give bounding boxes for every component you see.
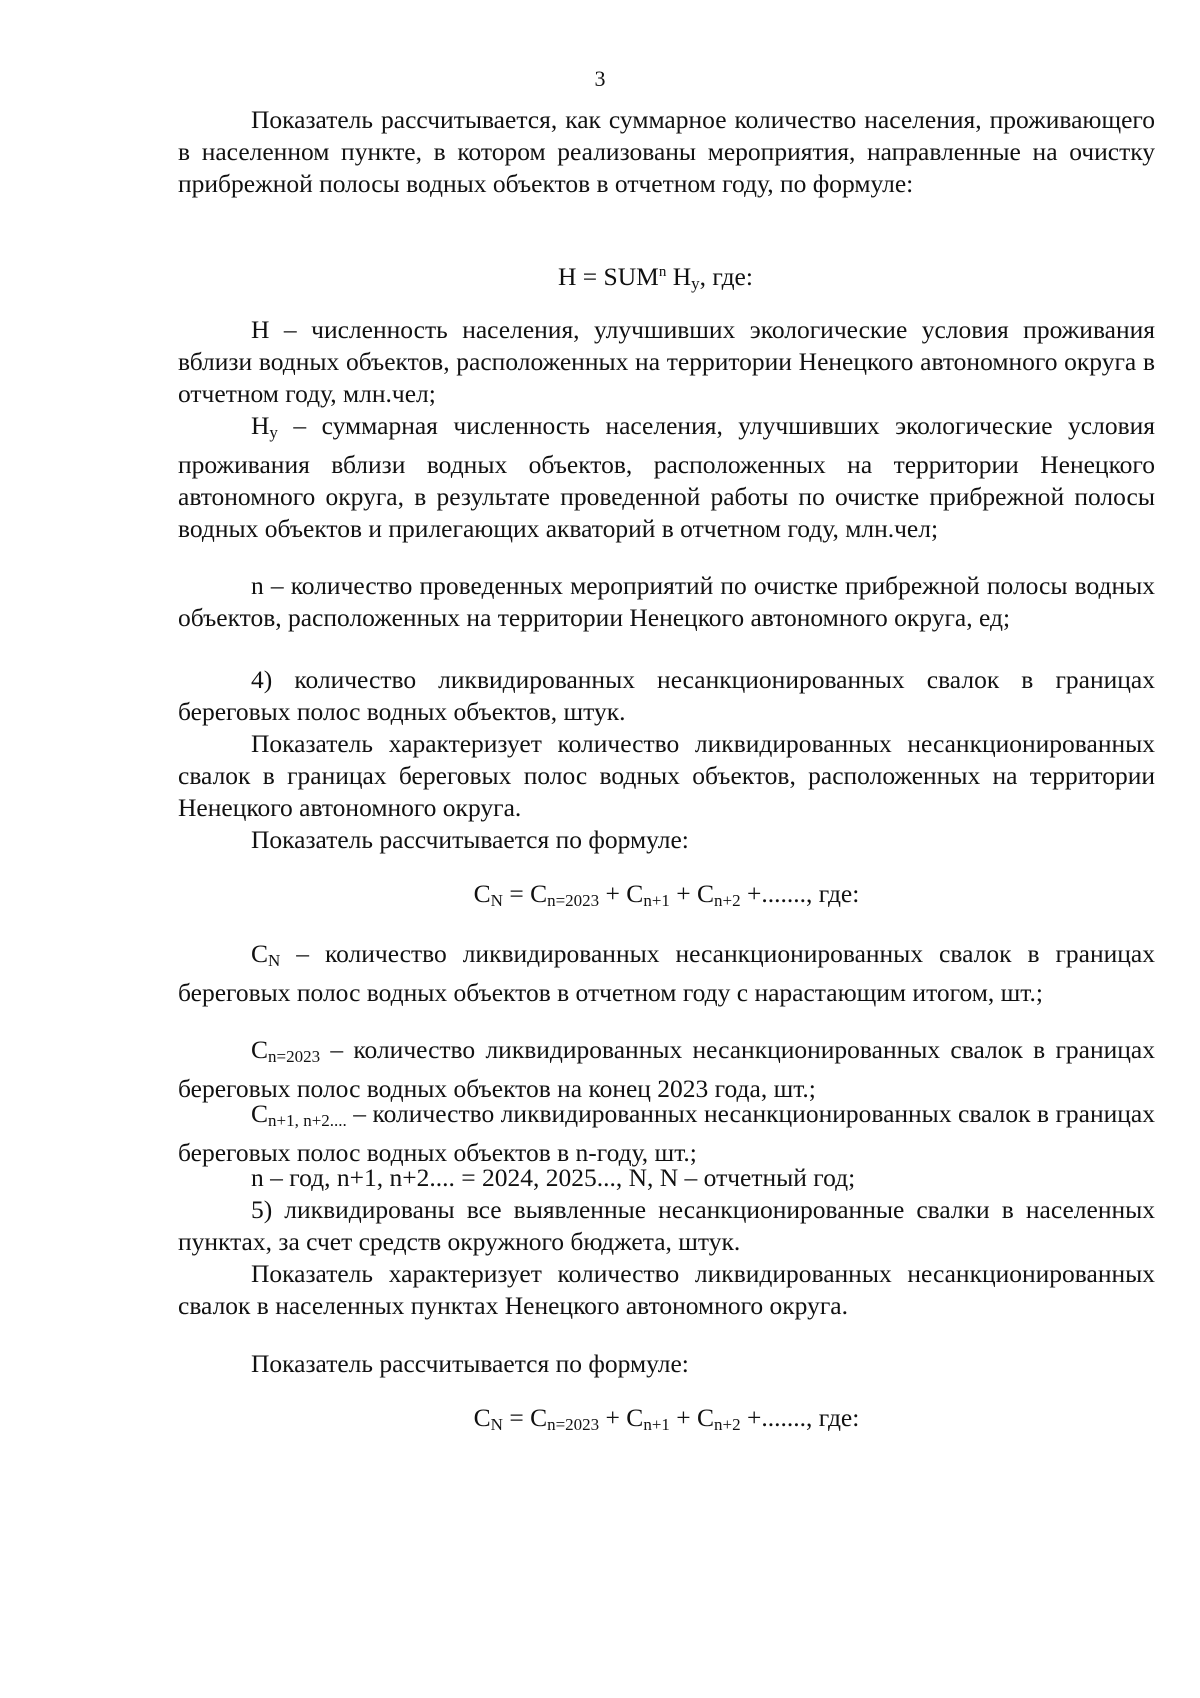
formula3-sub-n1: n+1 xyxy=(643,1415,670,1434)
formula2-sub-n2: n+2 xyxy=(714,891,741,910)
formula-sub: у xyxy=(691,274,700,293)
def-cn1-subscript: n+1, n+2.... xyxy=(268,1111,347,1130)
formula-tail: , где: xyxy=(699,262,753,291)
def-c2023-subscript: n=2023 xyxy=(268,1047,321,1066)
formula2-sub-n1: n+1 xyxy=(643,891,670,910)
formula2-sub-n: N xyxy=(490,891,503,910)
formula2-plus2: + С xyxy=(669,879,715,908)
definition-hy xyxy=(178,410,1155,545)
paragraph-intro: Показатель рассчитывается, как суммарное количество населения, проживающего в населенном пункте, в котором реализованы мероприятия, направленные на очистку прибрежной полосы водных объектов в отчетном году, по формуле: xyxy=(178,105,1155,198)
def-cn-symbol: С xyxy=(251,939,269,968)
definition-cn1 xyxy=(178,1098,1155,1169)
paragraph-item4-characterizes: Показатель характеризует количество ликвидированных несанкционированных свалок в границах береговых полос водных объектов, расположенных на территории Ненецкого автономного округа. xyxy=(178,729,1155,822)
definition-h: Н – численность населения, улучшивших экологические условия проживания вблизи водных объектов, расположенных на территории Ненецкого автономного округа в отчетном году, млн.чел; xyxy=(178,315,1155,408)
formula-population xyxy=(558,256,753,300)
formula3-sub-n2: n+2 xyxy=(714,1415,741,1434)
definition-years: n – год, n+1, n+2.... = 2024, 2025..., N, N – отчетный год; xyxy=(251,1163,856,1192)
paragraph-item5-characterizes: Показатель характеризует количество ликвидированных несанкционированных свалок в населенных пунктах Ненецкого автономного округа. xyxy=(178,1259,1155,1320)
formula2-plus1: + С xyxy=(599,879,644,908)
def-c2023-symbol: С xyxy=(251,1035,269,1064)
paragraph-item5-formula-intro: Показатель рассчитывается по формуле: xyxy=(251,1349,689,1378)
formula3-eq: = С xyxy=(502,1403,548,1432)
def-cn-subscript: N xyxy=(268,951,281,970)
paragraph-item4-formula-intro: Показатель рассчитывается по формуле: xyxy=(251,825,689,854)
formula3-plus2: + С xyxy=(669,1403,715,1432)
def-hy-text: – суммарная численность населения, улучшивших экологические условия проживания вблизи водных объектов, расположенных на территории Ненецкого автономного округа, в результате проведенной работы по очистке прибрежной полосы водных объектов и прилегающих акваторий в отчетном году, млн.чел; xyxy=(178,411,1155,543)
definition-cn xyxy=(178,938,1155,1009)
formula3-tail: +......., где: xyxy=(740,1403,860,1432)
formula-sup: n xyxy=(658,264,667,280)
formula2-tail: +......., где: xyxy=(740,879,860,908)
formula3-sub-2023: n=2023 xyxy=(547,1415,600,1434)
definition-c2023 xyxy=(178,1034,1155,1105)
formula-mid: Н xyxy=(666,262,692,291)
formula3-plus1: + С xyxy=(599,1403,644,1432)
formula3-sub-n: N xyxy=(490,1415,503,1434)
formula2-eq: = С xyxy=(502,879,548,908)
item-4: 4) количество ликвидированных несанкционированных свалок в границах береговых полос водных объектов, штук. xyxy=(178,665,1155,726)
formula2-sub-2023: n=2023 xyxy=(547,891,600,910)
formula2-c: С xyxy=(473,879,491,908)
formula-dumps-settlements xyxy=(178,1402,1155,1441)
def-hy-symbol: Н xyxy=(251,411,270,440)
formula-dumps-shore xyxy=(178,878,1155,917)
def-hy-subscript: у xyxy=(269,423,278,442)
def-cn1-text: – количество ликвидированных несанкционированных свалок в границах береговых полос водных объектов в n-году, шт.; xyxy=(178,1099,1155,1167)
formula3-c: С xyxy=(473,1403,491,1432)
def-c2023-text: – количество ликвидированных несанкционированных свалок в границах береговых полос водных объектов на конец 2023 года, шт.; xyxy=(178,1035,1155,1103)
page-number: 3 xyxy=(594,66,606,91)
item-5: 5) ликвидированы все выявленные несанкционированные свалки в населенных пунктах, за счет средств окружного бюджета, штук. xyxy=(178,1195,1155,1256)
formula-lhs: Н = SUM xyxy=(558,262,659,291)
def-cn1-symbol: С xyxy=(251,1099,269,1128)
def-cn-text: – количество ликвидированных несанкционированных свалок в границах береговых полос водных объектов в отчетном году с нарастающим итогом, шт.; xyxy=(178,939,1155,1007)
definition-n: n – количество проведенных мероприятий по очистке прибрежной полосы водных объектов, расположенных на территории Ненецкого автономного округа, ед; xyxy=(178,571,1155,632)
